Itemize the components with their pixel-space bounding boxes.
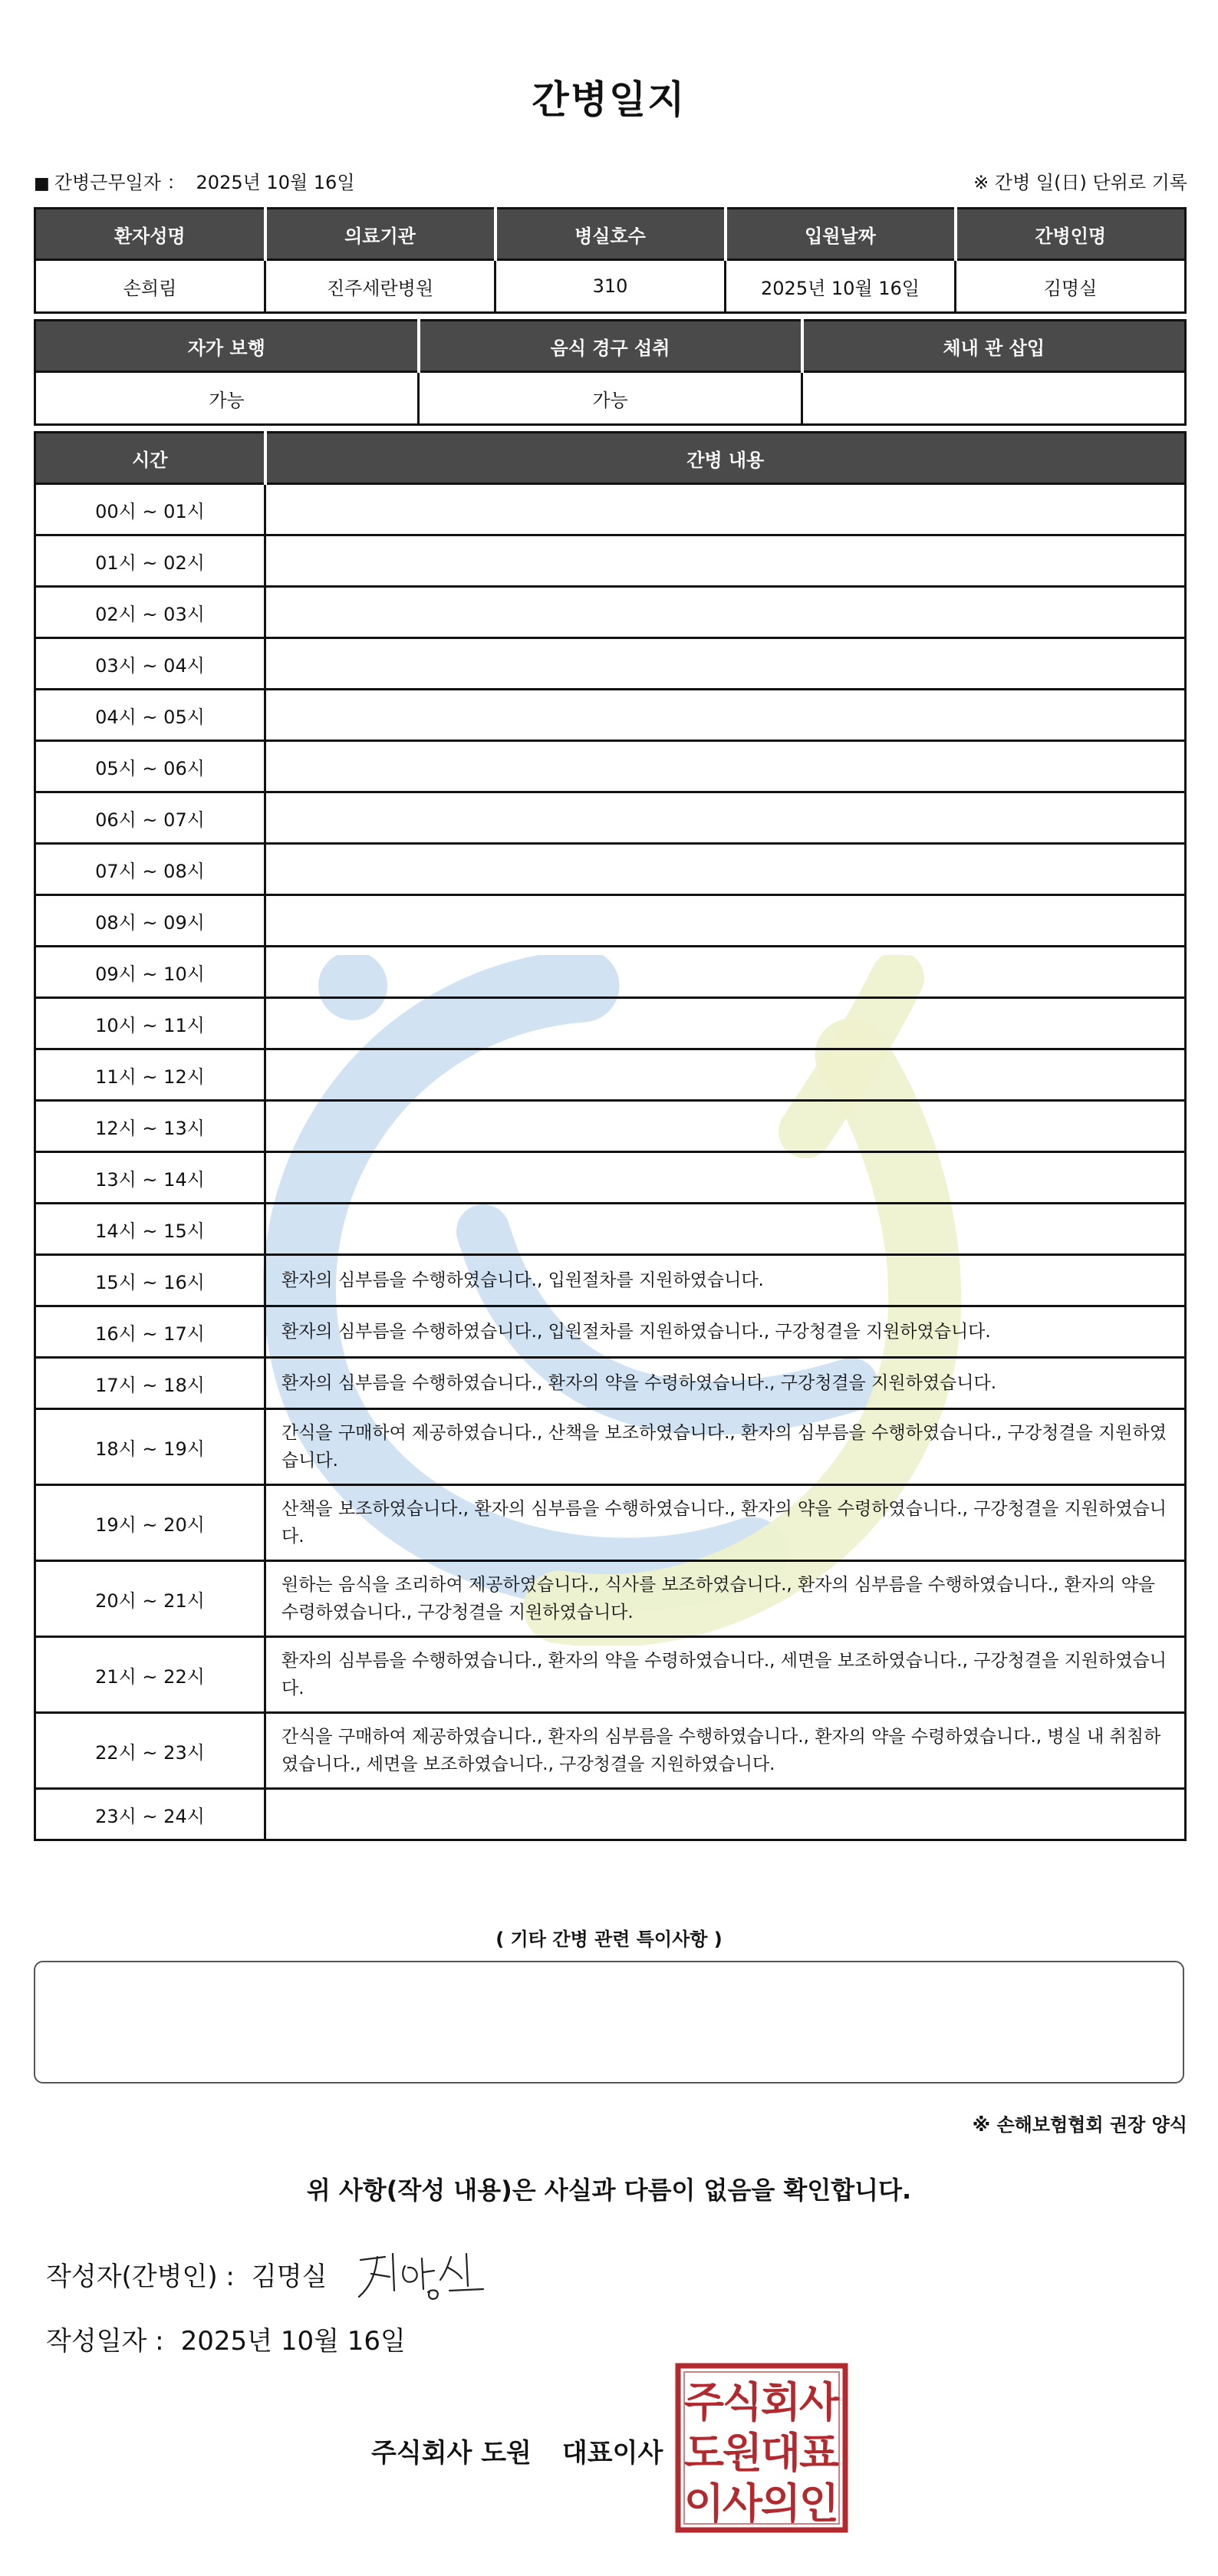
header-caregiver-name: 간병인명 xyxy=(956,209,1186,260)
log-row xyxy=(35,1409,1186,1485)
special-notes-title: ( 기타 간병 관련 특이사항 ) xyxy=(495,1929,723,1950)
log-content-cell[interactable] xyxy=(265,741,1186,792)
log-time-cell: 03시 ~ 04시 xyxy=(35,638,265,690)
log-row xyxy=(35,1789,1186,1840)
oral-intake-value: 가능 xyxy=(419,372,802,425)
log-time-cell: 17시 ~ 18시 xyxy=(35,1358,265,1409)
log-row xyxy=(35,1049,1186,1101)
seal-glyph: 식 xyxy=(722,2378,763,2426)
log-row xyxy=(35,587,1186,638)
log-time-cell: 07시 ~ 08시 xyxy=(35,844,265,895)
log-time-cell: 15시 ~ 16시 xyxy=(35,1255,265,1306)
log-row xyxy=(35,1485,1186,1561)
log-time-cell: 13시 ~ 14시 xyxy=(35,1152,265,1204)
duty-date-line xyxy=(34,167,355,194)
self-walking-value: 가능 xyxy=(35,372,419,425)
log-time-cell: 22시 ~ 23시 xyxy=(35,1713,265,1789)
log-time-cell: 23시 ~ 24시 xyxy=(35,1789,265,1840)
log-content-cell[interactable] xyxy=(265,1204,1186,1255)
log-content-cell[interactable] xyxy=(265,998,1186,1049)
log-time-cell: 16시 ~ 17시 xyxy=(35,1306,265,1358)
log-row xyxy=(35,1561,1186,1637)
tube-insertion-value xyxy=(802,372,1186,425)
patient-info-table xyxy=(34,207,1187,314)
header-room-number: 병실호수 xyxy=(495,209,726,260)
log-row xyxy=(35,1255,1186,1306)
log-content-cell[interactable]: 환자의 심부름을 수행하였습니다., 환자의 약을 수령하였습니다., 세면을 보조하였습니다., 구강청결을 지원하였습니다. xyxy=(265,1637,1186,1713)
log-content-cell[interactable]: 간식을 구매하여 제공하였습니다., 산책을 보조하였습니다., 환자의 심부름을 수행하였습니다., 구강청결을 지원하였습니다. xyxy=(265,1409,1186,1485)
log-row xyxy=(35,998,1186,1049)
admission-date-value: 2025년 10월 16일 xyxy=(726,260,956,313)
seal-glyph: 대 xyxy=(760,2429,802,2477)
log-time-cell: 21시 ~ 22시 xyxy=(35,1637,265,1713)
log-row xyxy=(35,638,1186,690)
log-time-cell: 00시 ~ 01시 xyxy=(35,484,265,535)
hourly-care-log-table xyxy=(34,431,1187,1841)
seal-glyph: 주 xyxy=(683,2378,725,2426)
log-content-cell[interactable] xyxy=(265,587,1186,638)
log-row xyxy=(35,947,1186,998)
log-content-cell[interactable] xyxy=(265,792,1186,844)
header-time: 시간 xyxy=(35,433,265,484)
log-time-cell: 08시 ~ 09시 xyxy=(35,895,265,947)
log-row xyxy=(35,1306,1186,1358)
log-time-cell: 02시 ~ 03시 xyxy=(35,587,265,638)
log-row xyxy=(35,1152,1186,1204)
log-row xyxy=(35,535,1186,587)
company-seal-stamp xyxy=(675,2363,848,2533)
log-content-cell[interactable] xyxy=(265,1789,1186,1840)
log-row xyxy=(35,1637,1186,1713)
log-row xyxy=(35,895,1186,947)
log-time-cell: 09시 ~ 10시 xyxy=(35,947,265,998)
patient-info-value-row xyxy=(35,260,1186,313)
seal-glyph: 의 xyxy=(760,2479,802,2528)
header-hospital: 의료기관 xyxy=(265,209,495,260)
log-content-cell[interactable] xyxy=(265,895,1186,947)
log-content-cell[interactable]: 환자의 심부름을 수행하였습니다., 환자의 약을 수령하였습니다., 구강청결을 지원하였습니다. xyxy=(265,1358,1186,1409)
header-patient-name: 환자성명 xyxy=(35,209,265,260)
log-content-cell[interactable] xyxy=(265,484,1186,535)
form-source-note: ※ 손해보험협회 권장 양식 xyxy=(972,2114,1187,2136)
seal-glyph: 표 xyxy=(798,2429,840,2477)
special-notes-box xyxy=(34,1961,1184,2084)
company-representative: 대표이사 xyxy=(561,2438,663,2469)
ability-value-row xyxy=(35,372,1186,425)
caregiver-name-value: 김명실 xyxy=(956,260,1186,313)
log-row xyxy=(35,1101,1186,1152)
log-row xyxy=(35,792,1186,844)
patient-name-value: 손희림 xyxy=(35,260,265,313)
log-content-cell[interactable] xyxy=(265,535,1186,587)
log-content-cell[interactable] xyxy=(265,638,1186,690)
seal-glyph: 이 xyxy=(683,2479,725,2528)
log-content-cell[interactable]: 산책을 보조하였습니다., 환자의 심부름을 수행하였습니다., 환자의 약을 수령하였습니다., 구강청결을 지원하였습니다. xyxy=(265,1485,1186,1561)
confirmation-statement: 위 사항(작성 내용)은 사실과 다름이 없음을 확인합니다. xyxy=(306,2176,912,2205)
log-time-cell: 05시 ~ 06시 xyxy=(35,741,265,792)
log-content-cell[interactable] xyxy=(265,844,1186,895)
log-time-cell: 19시 ~ 20시 xyxy=(35,1485,265,1561)
log-content-cell[interactable] xyxy=(265,1152,1186,1204)
write-date-line xyxy=(46,2320,406,2357)
header-admission-date: 입원날짜 xyxy=(726,209,956,260)
seal-glyph: 사 xyxy=(722,2479,763,2528)
seal-glyph: 인 xyxy=(798,2479,840,2528)
unit-note: ※ 간병 일(日) 단위로 기록 xyxy=(973,172,1187,193)
log-time-cell: 10시 ~ 11시 xyxy=(35,998,265,1049)
log-content-cell[interactable]: 환자의 심부름을 수행하였습니다., 입원절차를 지원하였습니다., 구강청결을 지원하였습니다. xyxy=(265,1306,1186,1358)
log-content-cell[interactable] xyxy=(265,1101,1186,1152)
company-line xyxy=(371,2432,663,2469)
seal-glyph: 도 xyxy=(683,2429,725,2477)
log-content-cell[interactable] xyxy=(265,1049,1186,1101)
duty-date-value: 2025년 10월 16일 xyxy=(196,172,355,193)
document-title: 간병일지 xyxy=(532,77,686,122)
log-time-cell: 11시 ~ 12시 xyxy=(35,1049,265,1101)
write-date-value: 2025년 10월 16일 xyxy=(180,2326,406,2357)
log-time-cell: 06시 ~ 07시 xyxy=(35,792,265,844)
log-content-cell[interactable] xyxy=(265,947,1186,998)
company-name: 주식회사 도원 xyxy=(371,2438,532,2469)
writer-name: 김명실 xyxy=(251,2261,328,2292)
log-time-cell: 01시 ~ 02시 xyxy=(35,535,265,587)
log-row xyxy=(35,844,1186,895)
log-body xyxy=(35,484,1186,1840)
ability-header-row xyxy=(35,321,1186,372)
log-time-cell: 18시 ~ 19시 xyxy=(35,1409,265,1485)
log-row xyxy=(35,1204,1186,1255)
seal-glyph: 원 xyxy=(722,2429,763,2477)
room-number-value: 310 xyxy=(495,260,726,313)
seal-glyph: 사 xyxy=(798,2378,840,2426)
log-row xyxy=(35,741,1186,792)
log-row xyxy=(35,690,1186,741)
log-content-cell[interactable]: 원하는 음식을 조리하여 제공하였습니다., 식사를 보조하였습니다., 환자의 심부름을 수행하였습니다., 환자의 약을 수령하였습니다., 구강청결을 지원하였습니다. xyxy=(265,1561,1186,1637)
log-row xyxy=(35,1713,1186,1789)
log-row xyxy=(35,484,1186,535)
writer-label: 작성자(간병인) : xyxy=(46,2261,235,2292)
writer-line xyxy=(46,2255,327,2293)
header-care-content: 간병 내용 xyxy=(265,433,1186,484)
log-content-cell[interactable]: 간식을 구매하여 제공하였습니다., 환자의 심부름을 수행하였습니다., 환자의 약을 수령하였습니다., 병실 내 취침하였습니다., 세면을 보조하였습니다., 구강청결을 지원하였습니다. xyxy=(265,1713,1186,1789)
handwritten-signature xyxy=(354,2243,492,2304)
seal-glyph: 회 xyxy=(760,2378,802,2426)
duty-date-label: 간병근무일자 ： xyxy=(54,172,186,193)
log-time-cell: 04시 ~ 05시 xyxy=(35,690,265,741)
patient-info-header-row xyxy=(35,209,1186,260)
log-header-row xyxy=(35,433,1186,484)
log-row xyxy=(35,1358,1186,1409)
log-time-cell: 20시 ~ 21시 xyxy=(35,1561,265,1637)
header-tube-insertion: 체내 관 삽입 xyxy=(802,321,1186,372)
write-date-label: 작성일자 : xyxy=(46,2326,164,2357)
header-self-walking: 자가 보행 xyxy=(35,321,419,372)
square-bullet-icon: ■ xyxy=(34,174,50,193)
log-time-cell: 12시 ~ 13시 xyxy=(35,1101,265,1152)
header-oral-intake: 음식 경구 섭취 xyxy=(419,321,802,372)
log-time-cell: 14시 ~ 15시 xyxy=(35,1204,265,1255)
patient-ability-table xyxy=(34,319,1187,426)
hospital-value: 진주세란병원 xyxy=(265,260,495,313)
log-content-cell[interactable]: 환자의 심부름을 수행하였습니다., 입원절차를 지원하였습니다. xyxy=(265,1255,1186,1306)
log-content-cell[interactable] xyxy=(265,690,1186,741)
